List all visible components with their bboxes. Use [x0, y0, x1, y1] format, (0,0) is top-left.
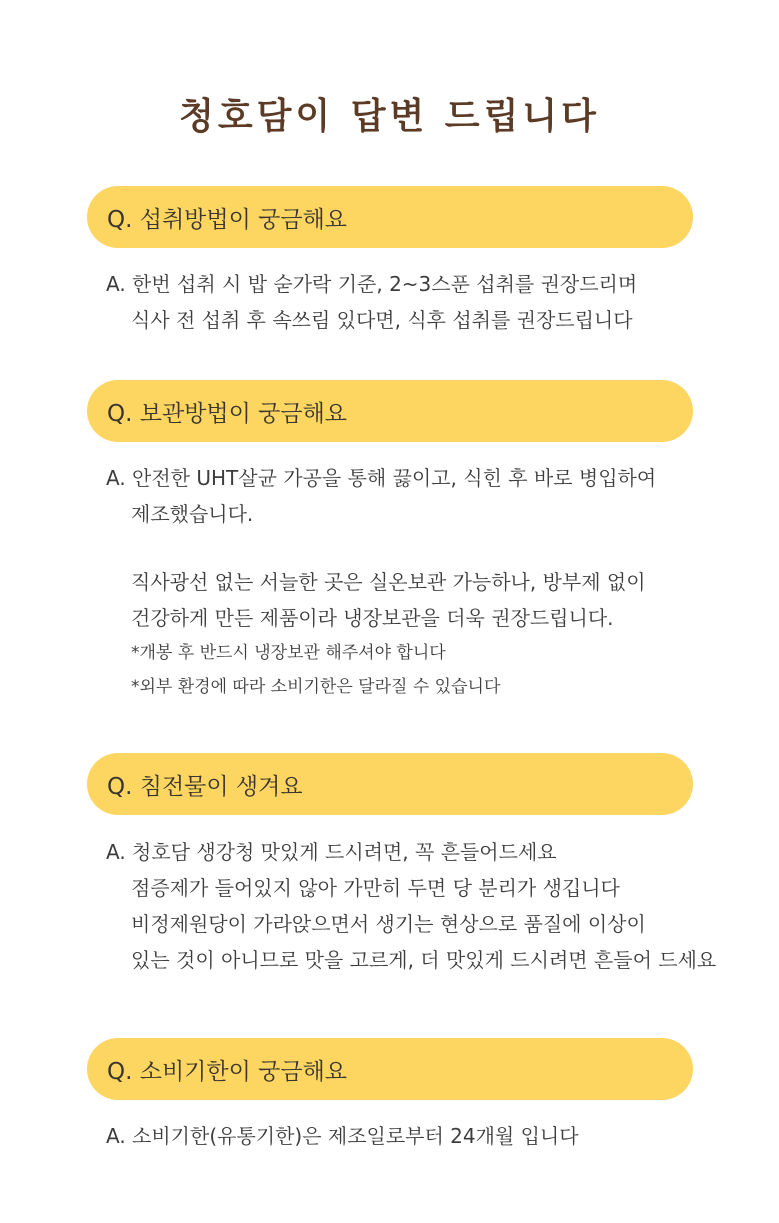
faq-question-storage: [87, 380, 693, 442]
answer-line: A. 안전한 UHT살균 가공을 통해 끓이고, 식힌 후 바로 병입하여: [106, 466, 657, 490]
answer-line: 제조했습니다.: [131, 502, 254, 526]
question-text: Q. 침전물이 생겨요: [107, 773, 303, 800]
answer-line: 비정제원당이 가라앉으면서 생기는 현상으로 품질에 이상이: [131, 912, 646, 936]
answer-line: A. 소비기한(유통기한)은 제조일로부터 24개월 입니다: [106, 1124, 579, 1148]
page-title: 청호담이 답변 드립니다: [179, 95, 600, 137]
answer-line: A. 한번 섭취 시 밥 숟가락 기준, 2~3스푼 섭취를 권장드리며: [106, 272, 638, 296]
faq-answer-expiry: [106, 1118, 766, 1154]
faq-answer-sediment: [106, 834, 766, 978]
answer-line: 건강하게 만든 제품이라 냉장보관을 더욱 권장드립니다.: [131, 606, 614, 630]
faq-answer-storage: [106, 460, 766, 704]
faq-question-intake: [87, 186, 693, 248]
answer-line: A. 청호담 생강청 맛있게 드시려면, 꼭 흔들어드세요: [106, 840, 557, 864]
answer-note: *외부 환경에 따라 소비기한은 달라질 수 있습니다: [131, 677, 501, 697]
answer-note: *개봉 후 반드시 냉장보관 해주셔야 합니다: [131, 643, 446, 663]
answer-line: 있는 것이 아니므로 맛을 고르게, 더 맛있게 드시려면 흔들어 드세요: [131, 948, 717, 972]
paragraph-gap: [106, 532, 766, 564]
question-text: Q. 섭취방법이 궁금해요: [107, 206, 347, 233]
answer-line: 직사광선 없는 서늘한 곳은 실온보관 가능하나, 방부제 없이: [131, 570, 646, 594]
faq-question-sediment: [87, 753, 693, 815]
question-text: Q. 소비기한이 궁금해요: [107, 1058, 347, 1085]
question-text: Q. 보관방법이 궁금해요: [107, 400, 347, 427]
faq-question-expiry: [87, 1038, 693, 1100]
faq-answer-intake: [106, 266, 766, 338]
answer-line: 점증제가 들어있지 않아 가만히 두면 당 분리가 생깁니다: [131, 876, 620, 900]
answer-line: 식사 전 섭취 후 속쓰림 있다면, 식후 섭취를 권장드립니다: [131, 308, 633, 332]
